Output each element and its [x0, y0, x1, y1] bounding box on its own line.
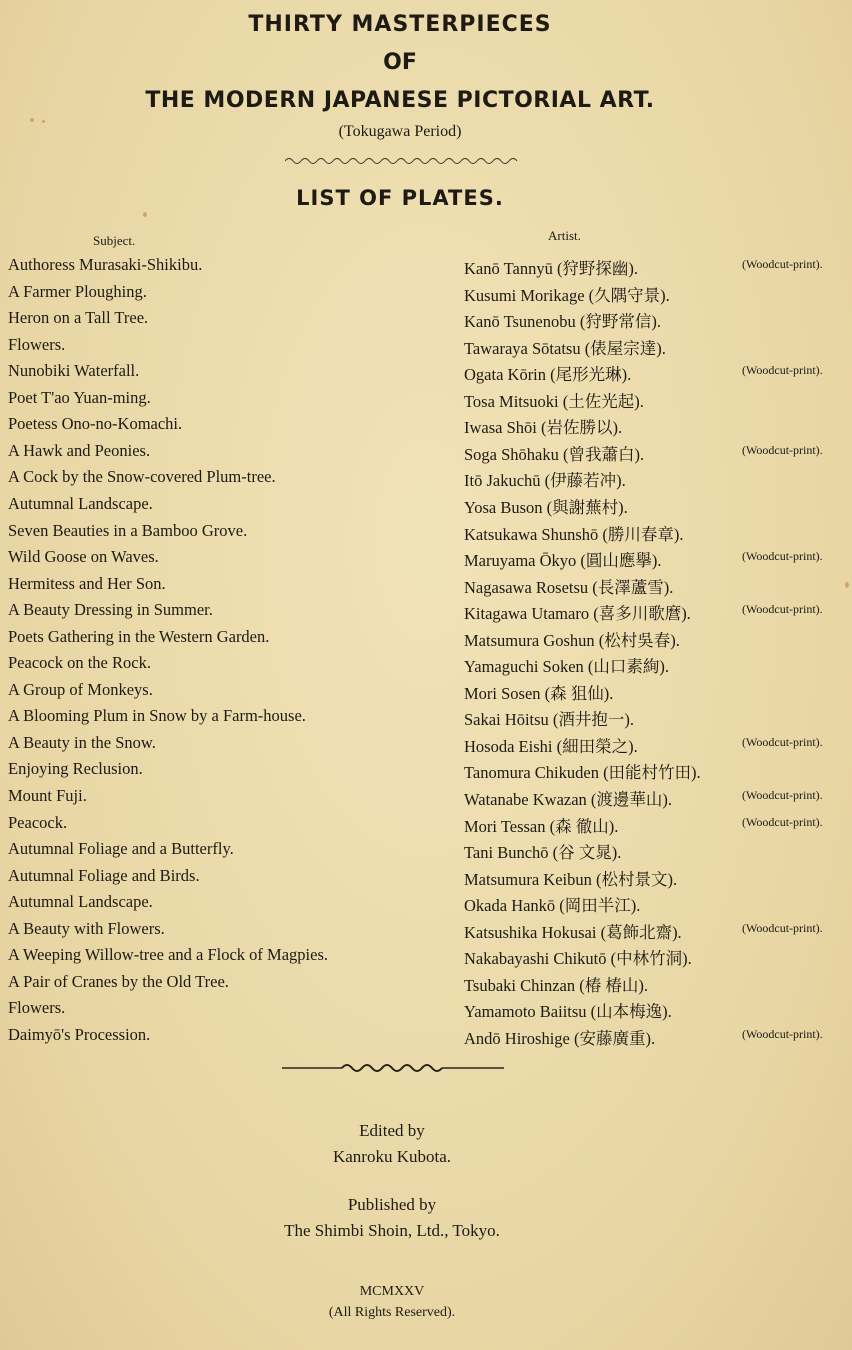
publication-year: MCMXXV [359, 1284, 425, 1299]
edited-by-label: Edited by [359, 1121, 425, 1140]
plate-artist: Kanō Tsunenobu (狩野常信). [464, 312, 661, 332]
plate-subject: A Weeping Willow-tree and a Flock of Magpies. [8, 945, 328, 965]
plate-row [0, 680, 852, 707]
plate-row [0, 574, 852, 601]
plate-row [0, 627, 852, 654]
editor-name: Kanroku Kubota. [332, 1147, 452, 1166]
plate-row [0, 335, 852, 362]
plate-subject: A Blooming Plum in Snow by a Farm-house. [8, 706, 306, 726]
publisher-name: The Shimbi Shoin, Ltd., Tokyo. [284, 1221, 500, 1240]
plate-subject: Flowers. [8, 998, 66, 1018]
plate-row [0, 972, 852, 999]
plate-artist: Tani Bunchō (谷 文晁). [464, 843, 622, 863]
paper-stain [143, 212, 147, 217]
plate-row [0, 945, 852, 972]
plate-print-note: (Woodcut-print). [742, 1026, 823, 1041]
plate-row [0, 892, 852, 919]
plate-artist: Andō Hiroshige (安藤廣重). [464, 1028, 656, 1048]
plate-row [0, 414, 852, 441]
plate-subject: Flowers. [8, 334, 66, 354]
plate-artist: Yamaguchi Soken (山口素絢). [464, 657, 670, 677]
plate-row [0, 308, 852, 335]
subject-column-header: Subject. [93, 233, 136, 248]
ornamental-divider [285, 152, 520, 168]
plate-subject: A Beauty in the Snow. [8, 732, 156, 752]
plate-row [0, 441, 852, 468]
plate-print-note: (Woodcut-print). [742, 257, 823, 271]
plate-subject: Hermitess and Her Son. [8, 573, 166, 593]
plate-artist: Soga Shōhaku (曾我蕭白). [464, 444, 645, 464]
plate-row [0, 1025, 852, 1052]
title-line-3: THE MODERN JAPANESE PICTORIAL ART. [145, 88, 655, 113]
plate-artist: Nakabayashi Chikutō (中林竹洞). [464, 949, 692, 969]
plate-row [0, 759, 852, 786]
plate-artist: Maruyama Ōkyo (圓山應擧). [464, 551, 662, 571]
plate-artist: Ogata Kōrin (尾形光琳). [464, 365, 632, 385]
plate-row [0, 839, 852, 866]
plate-row [0, 786, 852, 813]
plate-subject: Autumnal Landscape. [8, 493, 153, 513]
plate-subject: A Pair of Cranes by the Old Tree. [8, 971, 229, 991]
plate-subject: A Group of Monkeys. [8, 679, 153, 699]
plate-row [0, 361, 852, 388]
artist-column-header: Artist. [548, 228, 581, 243]
plate-row [0, 919, 852, 946]
plate-subject: Poetess Ono-no-Komachi. [8, 414, 183, 434]
plate-row [0, 467, 852, 494]
plate-artist: Itō Jakuchū (伊藤若冲). [464, 471, 626, 491]
plate-row [0, 521, 852, 548]
plate-subject: Poet T'ao Yuan-ming. [8, 387, 151, 407]
plate-print-note: (Woodcut-print). [742, 549, 823, 564]
paper-stain [30, 118, 34, 122]
plate-subject: A Cock by the Snow-covered Plum-tree. [8, 467, 276, 487]
plate-artist: Tosa Mitsuoki (土佐光起). [464, 391, 644, 411]
plate-row [0, 255, 852, 282]
plate-print-note: (Woodcut-print). [742, 442, 823, 457]
plate-row [0, 388, 852, 415]
plate-row [0, 733, 852, 760]
plate-artist: Iwasa Shōi (岩佐勝以). [464, 418, 623, 438]
plate-row [0, 494, 852, 521]
rights-notice: (All Rights Reserved). [328, 1305, 456, 1320]
plate-subject: Autumnal Foliage and Birds. [8, 865, 200, 885]
plate-artist: Katsushika Hokusai (葛飾北齋). [464, 922, 682, 942]
plate-subject: Autumnal Foliage and a Butterfly. [8, 839, 234, 859]
plate-subject: Authoress Murasaki-Shikibu. [8, 255, 203, 274]
plate-artist: Tanomura Chikuden (田能村竹田). [464, 763, 701, 783]
plate-subject: Enjoying Reclusion. [8, 759, 143, 779]
plate-subject: A Beauty with Flowers. [8, 918, 165, 938]
plate-artist: Watanabe Kwazan (渡邊華山). [464, 790, 673, 809]
plate-row [0, 653, 852, 680]
plate-row [0, 813, 852, 840]
plate-subject: A Hawk and Peonies. [8, 440, 151, 460]
plate-artist: Tawaraya Sōtatsu (俵屋宗達). [464, 338, 666, 358]
plate-row [0, 998, 852, 1025]
plate-subject: Seven Beauties in a Bamboo Grove. [8, 520, 248, 540]
plate-artist: Kusumi Morikage (久隅守景). [464, 285, 670, 305]
plate-subject: Peacock on the Rock. [8, 653, 151, 673]
plate-artist: Matsumura Keibun (松村景文). [464, 869, 678, 889]
plate-artist: Yosa Buson (與謝蕪村). [464, 497, 628, 517]
plate-print-note: (Woodcut-print). [742, 363, 823, 378]
plate-subject: A Beauty Dressing in Summer. [8, 600, 213, 620]
plate-artist: Matsumura Goshun (松村吳春). [464, 630, 680, 650]
plate-subject: Poets Gathering in the Western Garden. [8, 626, 270, 646]
plate-artist: Hosoda Eishi (細田榮之). [464, 736, 638, 756]
plate-artist: Kanō Tannyū (狩野探幽). [464, 259, 639, 278]
list-of-plates-heading: LIST OF PLATES. [296, 186, 504, 210]
plate-row [0, 706, 852, 733]
plate-subject: A Farmer Ploughing. [8, 281, 147, 301]
published-by-label: Published by [347, 1195, 437, 1214]
plate-row [0, 600, 852, 627]
plate-subject: Nunobiki Waterfall. [8, 361, 140, 381]
plate-artist: Katsukawa Shunshō (勝川春章). [464, 524, 684, 544]
ornamental-divider [282, 1060, 504, 1074]
period-subtitle: (Tokugawa Period) [338, 123, 462, 140]
plate-artist: Nagasawa Rosetsu (長澤蘆雪). [464, 577, 674, 597]
plate-print-note: (Woodcut-print). [742, 734, 823, 749]
plate-subject: Peacock. [8, 812, 68, 832]
plate-row [0, 866, 852, 893]
plate-subject: Heron on a Tall Tree. [8, 308, 149, 328]
plate-artist: Mori Tessan (森 徹山). [464, 816, 619, 836]
plate-print-note: (Woodcut-print). [742, 602, 823, 617]
plate-artist: Mori Sosen (森 狙仙). [464, 683, 614, 703]
plate-subject: Wild Goose on Waves. [8, 547, 159, 567]
plate-artist: Sakai Hōitsu (酒井抱一). [464, 710, 635, 730]
plate-row [0, 282, 852, 309]
plate-row [0, 547, 852, 574]
plate-artist: Tsubaki Chinzan (椿 椿山). [464, 975, 648, 995]
plate-print-note: (Woodcut-print). [742, 920, 823, 935]
plate-subject: Daimyō's Procession. [8, 1024, 151, 1044]
title-line-1: THIRTY MASTERPIECES [248, 12, 552, 37]
plate-artist: Okada Hankō (岡田半江). [464, 896, 641, 916]
plate-subject: Autumnal Landscape. [8, 892, 153, 912]
plate-print-note: (Woodcut-print). [742, 788, 823, 802]
plate-print-note: (Woodcut-print). [742, 814, 823, 829]
plate-subject: Mount Fuji. [8, 786, 87, 805]
plate-artist: Kitagawa Utamaro (喜多川歌麿). [464, 604, 691, 624]
plate-artist: Yamamoto Baiitsu (山本梅逸). [464, 1002, 672, 1022]
title-line-2: OF [383, 50, 417, 75]
